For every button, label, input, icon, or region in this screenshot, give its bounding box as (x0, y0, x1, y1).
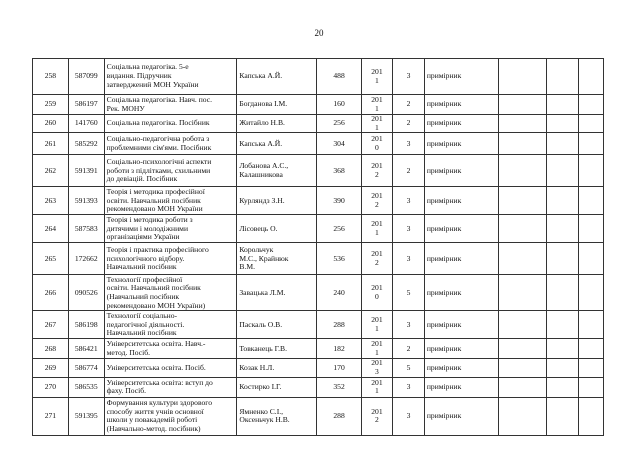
copies-count-cell (393, 339, 425, 359)
book-author-cell (237, 243, 317, 275)
page-count: 390 (333, 195, 345, 205)
empty-cell (498, 187, 546, 215)
unit-label: примірник (426, 71, 462, 81)
copies-count: 3 (406, 319, 411, 329)
item-code-cell (68, 311, 104, 339)
table-row (33, 275, 604, 311)
row-number: 261 (44, 138, 57, 148)
table-row (33, 243, 604, 275)
empty-cell (547, 275, 579, 311)
publication-year-cell (361, 59, 393, 95)
unit-label-cell (424, 397, 498, 435)
copies-count: 5 (406, 287, 411, 297)
empty-cell (498, 215, 546, 243)
empty-cell (578, 215, 603, 243)
page-count: 288 (333, 411, 345, 421)
copies-count: 3 (406, 71, 411, 81)
page-count-cell (317, 243, 361, 275)
book-title: Теорія і методика професійної освіти. Навчальний посібник рекомендовано МОН України (106, 186, 205, 214)
copies-count: 2 (406, 118, 411, 128)
book-author-cell (237, 95, 317, 115)
book-title-cell (104, 215, 237, 243)
row-number: 270 (44, 382, 57, 392)
page-count-cell (317, 95, 361, 115)
copies-count: 5 (406, 362, 411, 372)
book-title: Теорія і методика роботи з дитячими і молодіжними організаціями України (106, 214, 193, 242)
catalog-body (33, 59, 604, 436)
book-author-cell (237, 187, 317, 215)
page-count: 368 (333, 165, 345, 175)
row-number-cell (33, 243, 69, 275)
table-row (33, 397, 604, 435)
publication-year: 201 1 (371, 339, 383, 357)
row-number-cell (33, 397, 69, 435)
copies-count-cell (393, 59, 425, 95)
row-number: 264 (44, 223, 57, 233)
item-code-cell (68, 243, 104, 275)
item-code-cell (68, 133, 104, 155)
row-number-cell (33, 133, 69, 155)
row-number-cell (33, 215, 69, 243)
copies-count: 3 (406, 411, 411, 421)
unit-label: примірник (426, 223, 462, 233)
page-count: 160 (333, 99, 345, 109)
item-code: 586774 (74, 362, 98, 372)
row-number: 265 (44, 253, 57, 263)
publication-year: 201 1 (371, 219, 383, 237)
unit-label: примірник (426, 382, 462, 392)
publication-year-cell (361, 243, 393, 275)
book-title-cell (104, 397, 237, 435)
catalog-table (32, 58, 604, 436)
unit-label: примірник (426, 99, 462, 109)
table-row (33, 187, 604, 215)
table-row (33, 311, 604, 339)
empty-cell (547, 133, 579, 155)
item-code: 585292 (74, 138, 98, 148)
table-row (33, 215, 604, 243)
copies-count: 3 (406, 138, 411, 148)
page-number: 20 (314, 28, 324, 38)
book-author-cell (237, 115, 317, 133)
page-count: 170 (333, 362, 345, 372)
page-count-cell (317, 133, 361, 155)
book-author-cell (237, 133, 317, 155)
page-count: 240 (333, 287, 345, 297)
book-title-cell (104, 339, 237, 359)
book-title: Університетська освіта. Посіб. (106, 362, 206, 372)
book-author: Ямненко С.І., Оксеньчук Н.В. (239, 406, 290, 425)
book-author-cell (237, 275, 317, 311)
table-row (33, 133, 604, 155)
book-title-cell (104, 95, 237, 115)
item-code-cell (68, 187, 104, 215)
book-author-cell (237, 311, 317, 339)
item-code: 587583 (74, 223, 98, 233)
page-count: 488 (333, 71, 345, 81)
publication-year-cell (361, 397, 393, 435)
book-title: Технології соціально- педагогічної діяльності. Навчальний посібник (106, 310, 185, 338)
unit-label: примірник (426, 195, 462, 205)
copies-count-cell (393, 187, 425, 215)
item-code: 586197 (74, 99, 98, 109)
table-row (33, 115, 604, 133)
book-author: Богданова І.М. (239, 99, 288, 109)
book-title-cell (104, 115, 237, 133)
copies-count: 3 (406, 253, 411, 263)
page-count-cell (317, 339, 361, 359)
publication-year: 201 1 (371, 377, 383, 396)
publication-year: 201 3 (371, 358, 383, 377)
table-row (33, 377, 604, 397)
item-code: 172662 (74, 253, 98, 263)
book-author: Житайло Н.В. (239, 118, 285, 128)
item-code: 591395 (74, 411, 98, 421)
empty-cell (578, 311, 603, 339)
row-number: 262 (44, 165, 57, 175)
unit-label: примірник (426, 165, 462, 175)
unit-label: примірник (426, 253, 462, 263)
book-author-cell (237, 155, 317, 187)
book-title: Теорія і практика професійного психологічного відбору. Навчальний посібник (106, 244, 209, 272)
item-code-cell (68, 95, 104, 115)
copies-count: 2 (406, 343, 411, 353)
page-count: 536 (333, 253, 345, 263)
publication-year: 201 2 (371, 191, 383, 209)
row-number: 266 (44, 287, 57, 297)
publication-year: 201 2 (371, 161, 383, 179)
empty-cell (498, 243, 546, 275)
page-count-cell (317, 155, 361, 187)
book-author: Козак Н.Л. (239, 362, 275, 372)
book-title: Університетська освіта: вступ до фаху. Посіб. (106, 377, 213, 396)
publication-year: 201 1 (371, 94, 383, 113)
empty-cell (547, 397, 579, 435)
item-code: 586535 (74, 382, 98, 392)
book-title: Соціальна педагогіка. Навч. пос. Рек. МОНУ (106, 94, 213, 113)
copies-count-cell (393, 215, 425, 243)
page-count-cell (317, 59, 361, 95)
row-number-cell (33, 339, 69, 359)
row-number-cell (33, 187, 69, 215)
row-number-cell (33, 359, 69, 377)
item-code: 586198 (74, 319, 98, 329)
book-title: Соціально-педагогічна робота з проблемними сім'ями. Посібник (106, 134, 212, 152)
item-code: 586421 (74, 343, 98, 353)
empty-cell (547, 339, 579, 359)
book-author-cell (237, 397, 317, 435)
book-author-cell (237, 59, 317, 95)
empty-cell (498, 397, 546, 435)
page-count-cell (317, 275, 361, 311)
book-title-cell (104, 359, 237, 377)
book-author: Костирко І.Г. (239, 382, 282, 392)
empty-cell (498, 377, 546, 397)
unit-label-cell (424, 311, 498, 339)
unit-label: примірник (426, 343, 462, 353)
item-code-cell (68, 377, 104, 397)
book-author: Капська А.Й. (239, 71, 283, 81)
unit-label-cell (424, 339, 498, 359)
item-code: 587099 (74, 71, 98, 81)
row-number: 263 (44, 195, 57, 205)
copies-count-cell (393, 275, 425, 311)
book-title-cell (104, 187, 237, 215)
empty-cell (578, 95, 603, 115)
row-number: 267 (44, 319, 57, 329)
publication-year-cell (361, 155, 393, 187)
empty-cell (578, 275, 603, 311)
empty-cell (547, 311, 579, 339)
empty-cell (547, 359, 579, 377)
book-author-cell (237, 359, 317, 377)
book-title: Формування культури здорового способу життя учнів основної школи у повакадемій роботі (Навчально-метод. посібник) (106, 397, 213, 434)
table-row (33, 339, 604, 359)
empty-cell (547, 215, 579, 243)
page-count: 288 (333, 319, 345, 329)
book-title: Соціальна педагогіка. 5-е видання. Підручник затверджений МОН України (106, 62, 199, 89)
empty-cell (578, 155, 603, 187)
copies-count-cell (393, 397, 425, 435)
publication-year: 201 1 (371, 66, 383, 85)
book-title-cell (104, 275, 237, 311)
publication-year-cell (361, 95, 393, 115)
publication-year: 201 0 (371, 283, 383, 301)
publication-year-cell (361, 339, 393, 359)
book-title-cell (104, 311, 237, 339)
empty-cell (547, 115, 579, 133)
item-code-cell (68, 339, 104, 359)
empty-cell (498, 359, 546, 377)
book-author: Паскаль О.В. (239, 319, 283, 329)
publication-year: 201 1 (371, 315, 383, 333)
copies-count: 3 (406, 223, 411, 233)
book-title-cell (104, 59, 237, 95)
unit-label: примірник (426, 118, 462, 128)
copies-count-cell (393, 115, 425, 133)
unit-label-cell (424, 95, 498, 115)
unit-label: примірник (426, 138, 462, 148)
item-code: 591393 (74, 195, 98, 205)
book-author: Корольчук М.С., Крайнюк В.М. (239, 244, 289, 272)
table-row (33, 155, 604, 187)
book-author: Завацька Л.М. (239, 287, 286, 297)
book-author-cell (237, 215, 317, 243)
table-row (33, 359, 604, 377)
table-row (33, 95, 604, 115)
unit-label-cell (424, 215, 498, 243)
publication-year: 201 2 (371, 249, 383, 267)
empty-cell (498, 95, 546, 115)
table-row (33, 59, 604, 95)
copies-count-cell (393, 377, 425, 397)
unit-label-cell (424, 59, 498, 95)
page-count-cell (317, 311, 361, 339)
item-code-cell (68, 115, 104, 133)
unit-label: примірник (426, 362, 462, 372)
unit-label: примірник (426, 319, 462, 329)
row-number-cell (33, 275, 69, 311)
item-code-cell (68, 215, 104, 243)
book-author: Лобанова А.С., Калашникова (239, 161, 289, 179)
item-code: 141760 (74, 118, 98, 128)
unit-label-cell (424, 243, 498, 275)
book-author: Товканець Г.В. (239, 343, 288, 353)
item-code-cell (68, 155, 104, 187)
copies-count: 3 (406, 195, 411, 205)
item-code-cell (68, 397, 104, 435)
book-title: Соціальна педагогіка. Посібник (106, 118, 210, 128)
book-title-cell (104, 133, 237, 155)
publication-year-cell (361, 115, 393, 133)
empty-cell (547, 155, 579, 187)
row-number: 260 (44, 118, 57, 128)
unit-label-cell (424, 133, 498, 155)
row-number-cell (33, 59, 69, 95)
row-number: 271 (44, 411, 57, 421)
empty-cell (547, 377, 579, 397)
unit-label-cell (424, 359, 498, 377)
row-number-cell (33, 311, 69, 339)
publication-year: 201 1 (371, 114, 383, 132)
page-count-cell (317, 215, 361, 243)
item-code-cell (68, 59, 104, 95)
book-title-cell (104, 243, 237, 275)
book-author: Капська А.Й. (239, 138, 283, 148)
row-number: 269 (44, 362, 57, 372)
page-count-cell (317, 187, 361, 215)
copies-count: 2 (406, 99, 411, 109)
empty-cell (578, 359, 603, 377)
publication-year-cell (361, 359, 393, 377)
book-author-cell (237, 339, 317, 359)
copies-count-cell (393, 359, 425, 377)
copies-count-cell (393, 243, 425, 275)
publication-year-cell (361, 187, 393, 215)
page-count: 352 (333, 382, 345, 392)
row-number-cell (33, 377, 69, 397)
page-count-cell (317, 115, 361, 133)
row-number-cell (33, 155, 69, 187)
empty-cell (498, 115, 546, 133)
page-count: 304 (333, 138, 345, 148)
book-title-cell (104, 155, 237, 187)
item-code: 591391 (74, 165, 98, 175)
book-title: Університетська освіта. Навч.- метод. Посіб. (106, 339, 206, 357)
book-title: Технології професійної освіти. Навчальний посібник (Навчальний посібник рекомендовано МОН України) (106, 274, 206, 310)
copies-count-cell (393, 95, 425, 115)
empty-cell (498, 155, 546, 187)
copies-count-cell (393, 155, 425, 187)
empty-cell (498, 133, 546, 155)
empty-cell (578, 397, 603, 435)
item-code: 090526 (74, 287, 98, 297)
copies-count-cell (393, 133, 425, 155)
unit-label: примірник (426, 287, 462, 297)
item-code-cell (68, 275, 104, 311)
book-author-cell (237, 377, 317, 397)
page-count-cell (317, 377, 361, 397)
page-count-cell (317, 397, 361, 435)
empty-cell (547, 243, 579, 275)
row-number: 258 (44, 71, 57, 81)
empty-cell (578, 377, 603, 397)
page-count: 256 (333, 118, 345, 128)
empty-cell (547, 59, 579, 95)
empty-cell (578, 243, 603, 275)
unit-label-cell (424, 187, 498, 215)
unit-label-cell (424, 377, 498, 397)
empty-cell (498, 311, 546, 339)
copies-count-cell (393, 311, 425, 339)
empty-cell (498, 59, 546, 95)
row-number-cell (33, 95, 69, 115)
publication-year: 201 2 (371, 406, 383, 425)
empty-cell (498, 275, 546, 311)
book-author: Курляндз З.Н. (239, 195, 285, 205)
empty-cell (578, 133, 603, 155)
publication-year-cell (361, 311, 393, 339)
publication-year: 201 0 (371, 134, 383, 152)
empty-cell (578, 187, 603, 215)
empty-cell (578, 115, 603, 133)
unit-label-cell (424, 155, 498, 187)
item-code-cell (68, 359, 104, 377)
empty-cell (578, 339, 603, 359)
book-title: Соціально-психологічні аспекти роботи з підлітками, схильними до девіацій. Посібник (106, 156, 212, 184)
row-number: 259 (44, 99, 57, 109)
page-count: 256 (333, 223, 345, 233)
empty-cell (547, 95, 579, 115)
copies-count: 3 (406, 382, 411, 392)
empty-cell (547, 187, 579, 215)
publication-year-cell (361, 377, 393, 397)
row-number-cell (33, 115, 69, 133)
copies-count: 2 (406, 165, 411, 175)
book-author: Лісовець О. (239, 223, 278, 233)
row-number: 268 (44, 343, 57, 353)
page-count: 182 (333, 343, 345, 353)
unit-label: примірник (426, 411, 462, 421)
unit-label-cell (424, 115, 498, 133)
page-count-cell (317, 359, 361, 377)
book-title-cell (104, 377, 237, 397)
publication-year-cell (361, 215, 393, 243)
empty-cell (578, 59, 603, 95)
publication-year-cell (361, 275, 393, 311)
publication-year-cell (361, 133, 393, 155)
unit-label-cell (424, 275, 498, 311)
empty-cell (498, 339, 546, 359)
